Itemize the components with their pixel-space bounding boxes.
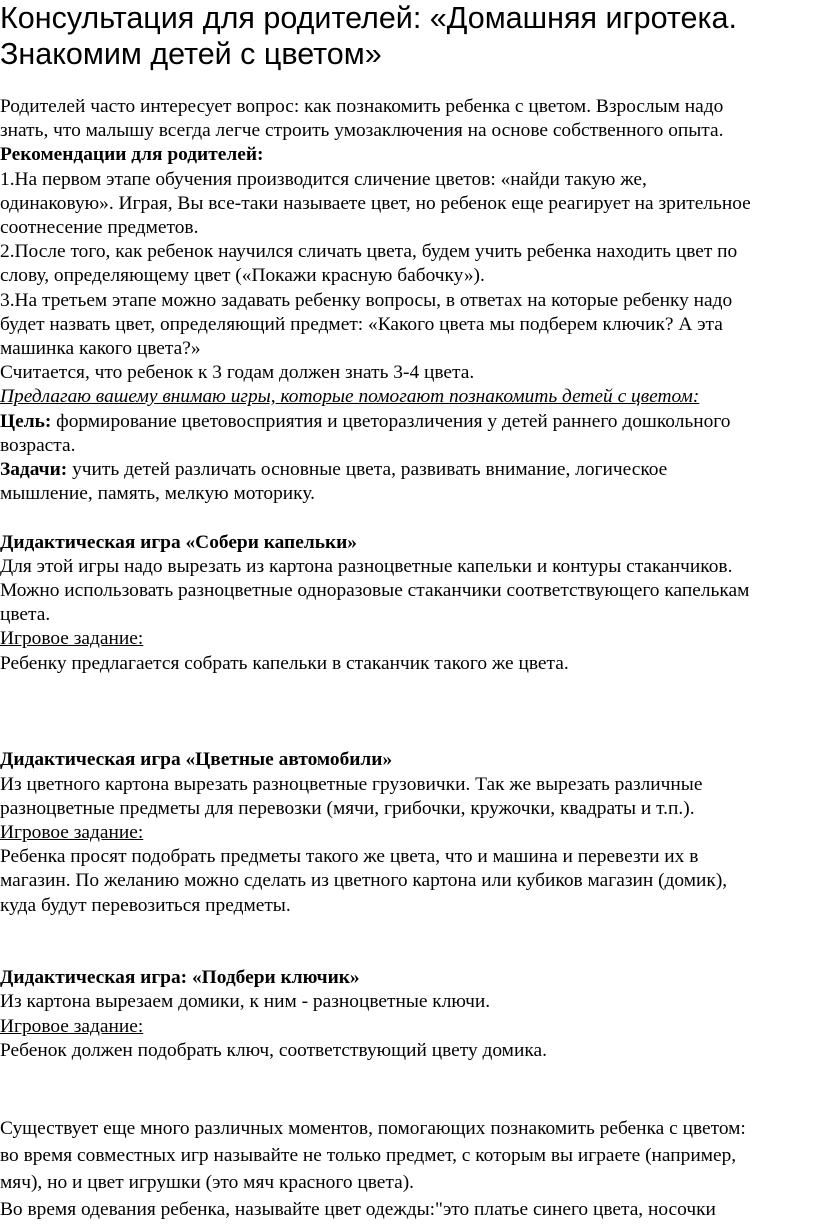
spacer <box>0 1063 816 1115</box>
game-task-label: Игровое задание: <box>0 628 144 650</box>
closing-line: Во время одевания ребенка, называйте цвет одежды:"это платье синего цвета, носочки <box>0 1199 716 1221</box>
spacer <box>0 918 816 966</box>
tasks-label: Задачи: <box>0 459 68 481</box>
game-description-line: разноцветные предметы для перевозки (мячи, грибочки, кружочки, квадраты и т.п.). <box>0 797 695 819</box>
game-description-line: Из картона вырезаем домики, к ним - разноцветные ключи. <box>0 991 491 1013</box>
tasks-text-line: мышление, память, мелкую моторику. <box>0 483 315 505</box>
document-title: Консультация для родителей: «Домашняя игротека. Знакомим детей с цветом» <box>0 1 737 71</box>
goal-label: Цель: <box>0 410 52 432</box>
game-task-line: куда будут перевозиться предметы. <box>0 894 291 916</box>
recommendation-line: будет назвать цвет, определяющий предмет: «Какого цвета мы подберем ключик? А эта <box>0 313 723 335</box>
recommendations-heading: Рекомендации для родителей: <box>0 144 264 166</box>
goal-line <box>0 410 816 434</box>
recommendation-line: 1.На первом этапе обучения производится сличение цветов: «найди такую же, <box>0 168 647 190</box>
games-intro: Предлагаю вашему внимаю игры, которые помогают познакомить детей с цветом: <box>0 386 700 408</box>
game-title: Дидактическая игра «Собери капельки» <box>0 531 358 553</box>
game-description-line: Из цветного картона вырезать разноцветные грузовички. Так же вырезать различные <box>0 773 703 795</box>
recommendation-line: слову, определяющему цвет («Покажи красную бабочку»). <box>0 265 485 287</box>
game-task-line: Ребенка просят подобрать предметы такого же цвета, что и машина и перевезти их в <box>0 846 699 868</box>
recommendation-line: 3.На третьем этапе можно задавать ребенку вопросы, в ответах на которые ребенку надо <box>0 289 733 311</box>
goal-text-line: возраста. <box>0 434 76 456</box>
game-task-label: Игровое задание: <box>0 1015 144 1037</box>
closing-line: мяч), но и цвет игрушки (это мяч красного цвета). <box>0 1172 415 1194</box>
closing-line: Существует еще много различных моментов, помогающих познакомить ребенка с цветом: <box>0 1118 746 1140</box>
game-description-line: Можно использовать разноцветные одноразовые стаканчики соответствующего капелькам <box>0 580 750 602</box>
intro-line: знать, что малышу всегда легче строить умозаключения на основе собственного опыта. <box>0 120 724 142</box>
game-task-line: Ребенок должен подобрать ключ, соответствующий цвету домика. <box>0 1039 547 1061</box>
spacer <box>0 676 816 749</box>
recommendation-line: соотнесение предметов. <box>0 217 199 239</box>
game-title: Дидактическая игра: «Подбери ключик» <box>0 967 360 989</box>
game-task-line: Ребенку предлагается собрать капельки в стаканчик такого же цвета. <box>0 652 569 674</box>
game-task-line: магазин. По желанию можно сделать из цветного картона или кубиков магазин (домик), <box>0 870 728 892</box>
recommendation-line: 2.После того, как ребенок научился сличать цвета, будем учить ребенка находить цвет по <box>0 241 738 263</box>
tasks-text: учить детей различать основные цвета, развивать внимание, логическое <box>67 459 668 481</box>
game-description-line: Для этой игры надо вырезать из картона разноцветные капельки и контуры стаканчиков. <box>0 555 733 577</box>
closing-line: во время совместных игр называйте не только предмет, с которым вы играете (например, <box>0 1145 737 1167</box>
spacer <box>0 506 816 530</box>
game-description-line: цвета. <box>0 604 51 626</box>
document-body <box>0 95 816 1223</box>
recommendation-line: одинаковую». Играя, Вы все-таки называете цвет, но ребенок еще реагирует на зрительное <box>0 192 751 214</box>
game-task-label: Игровое задание: <box>0 822 144 844</box>
intro-line: Родителей часто интересует вопрос: как познакомить ребенка с цветом. Взрослым надо <box>0 96 724 117</box>
goal-text: формирование цветовосприятия и цветоразличения у детей раннего дошкольного <box>51 410 731 432</box>
game-title: Дидактическая игра «Цветные автомобили» <box>0 749 393 771</box>
age-note: Считается, что ребенок к 3 годам должен знать 3-4 цвета. <box>0 362 475 384</box>
recommendation-line: машинка какого цвета?» <box>0 338 201 360</box>
tasks-line <box>0 458 816 482</box>
